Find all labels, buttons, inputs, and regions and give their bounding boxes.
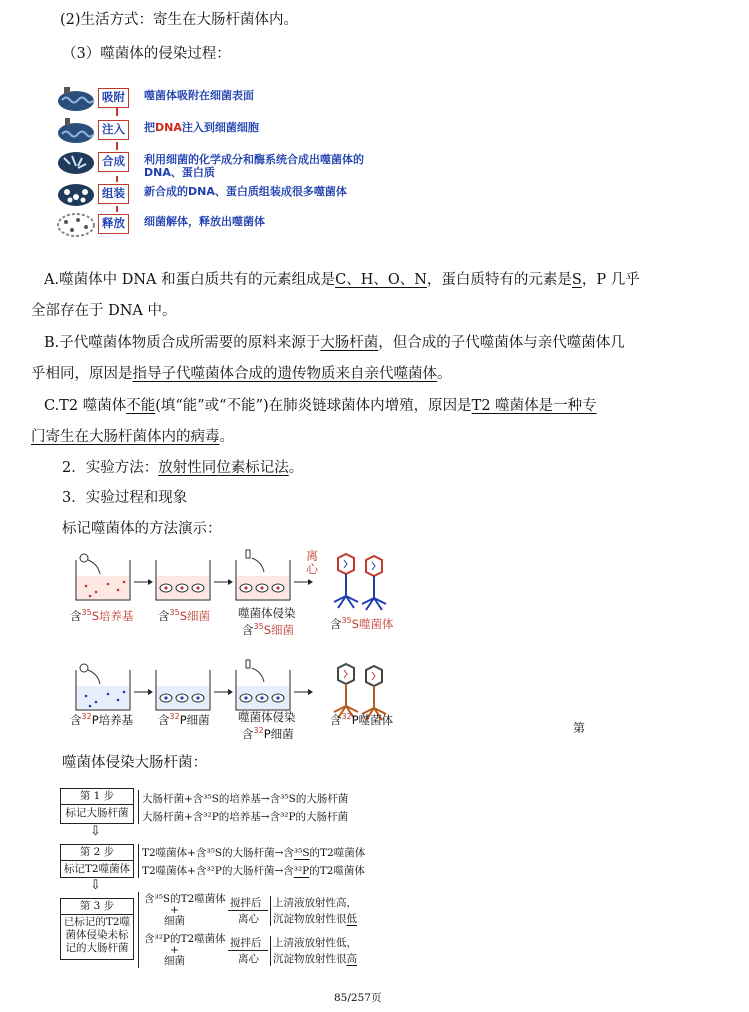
result2-line2: 沉淀物放射性很高 bbox=[273, 953, 357, 965]
infection-sub-label: 含$^{32}$P细菌 bbox=[242, 726, 294, 741]
step2-body: 标记T2噬菌体 bbox=[63, 863, 131, 875]
step-description: 细菌解体，释放出噬菌体 bbox=[144, 215, 265, 228]
step1-body: 标记大肠杆菌 bbox=[65, 807, 129, 819]
bacterium-icon bbox=[56, 150, 96, 176]
step2-line2: T2噬菌体+含³²P的大肠杆菌→含³²P的T2噬菌体 bbox=[142, 865, 365, 877]
paragraph-c-line2: 门寄生在大肠杆菌体内的病毒。 bbox=[31, 429, 234, 445]
infection-sub-label: 含$^{35}$S细菌 bbox=[242, 622, 294, 637]
step3a-top: 含³⁵S的T2噬菌体 bbox=[144, 893, 226, 905]
paragraph-b-line2: 乎相同，原因是指导子代噬菌体合成的遗传物质来自亲代噬菌体。 bbox=[31, 366, 452, 382]
paragraph-a-line1: A.噬菌体中 DNA 和蛋白质共有的元素组成是C、H、O、N，蛋白质特有的元素是S，P 几乎 bbox=[44, 272, 640, 288]
centrifuge-label: 离心 bbox=[238, 953, 259, 965]
bacteria-label: 含$^{35}$S细菌 bbox=[158, 608, 210, 623]
step1-header: 第 1 步 bbox=[61, 789, 133, 805]
labeling-method-diagram bbox=[60, 548, 400, 744]
infection-label: 噬菌体侵染 bbox=[238, 710, 296, 724]
infection-step-inject bbox=[56, 118, 368, 144]
infect-title: 噬菌体侵染大肠杆菌： bbox=[62, 755, 207, 771]
step3a-plus: + bbox=[170, 904, 179, 916]
paragraph-a-line2: 全部存在于 DNA 中。 bbox=[31, 303, 177, 319]
arrow-down-icon: ⇩ bbox=[90, 878, 101, 893]
step3a-bottom: 细菌 bbox=[164, 915, 185, 927]
step3b-top: 含³²P的T2噬菌体 bbox=[144, 933, 226, 945]
step-label: 吸附 bbox=[98, 88, 129, 108]
step3-header: 第 3 步 bbox=[61, 899, 133, 915]
step1-line1: 大肠杆菌+含³⁵S的培养基→含³⁵S的大肠杆菌 bbox=[142, 793, 349, 805]
step-label: 注入 bbox=[98, 120, 129, 140]
bacterium-icon bbox=[56, 182, 96, 208]
step3b-bottom: 细菌 bbox=[164, 955, 185, 967]
phage-label: 含$^{35}$S噬菌体 bbox=[330, 616, 394, 631]
step-description: 利用细菌的化学成分和酶系统合成出噬菌体的DNA、蛋白质 bbox=[144, 153, 364, 179]
side-character: 第 bbox=[573, 721, 586, 735]
bacterium-icon bbox=[56, 118, 96, 144]
burst-bacterium-icon bbox=[56, 212, 96, 238]
result1-line1: 上清液放射性高， bbox=[273, 897, 357, 909]
step3b-plus: + bbox=[170, 944, 179, 956]
paragraph-b-line1: B.子代噬菌体物质合成所需要的原料来源于大肠杆菌，但合成的子代噬菌体与亲代噬菌体几 bbox=[44, 335, 625, 351]
step-label: 合成 bbox=[98, 152, 129, 172]
infection-process-diagram bbox=[56, 82, 368, 240]
centrifuge-label: 离心 bbox=[238, 913, 259, 925]
step3-body: 已标记的T2噬菌体侵染未标记的大肠杆菌 bbox=[63, 916, 131, 954]
step-label: 组装 bbox=[98, 184, 129, 204]
infection-step-assemble bbox=[56, 182, 368, 208]
arrow-down-icon: ⇩ bbox=[90, 824, 101, 839]
page-number: 85/257页 bbox=[334, 992, 382, 1004]
medium-label: 含$^{32}$P培养基 bbox=[70, 712, 134, 727]
section-3-text: （3）噬菌体的侵染过程： bbox=[62, 46, 231, 62]
method-text: 2．实验方法：放射性同位素标记法。 bbox=[62, 460, 304, 476]
paragraph-c-line1: C.T2 噬菌体不能(填“能”或“不能”)在肺炎链球菌体内增殖，原因是T2 噬菌体是一种专 bbox=[44, 398, 597, 414]
phage-label: 含$^{32}$P噬菌体 bbox=[330, 712, 394, 727]
label-demo-title: 标记噬菌体的方法演示： bbox=[62, 521, 222, 537]
step-description: 噬菌体吸附在细菌表面 bbox=[144, 89, 254, 102]
step1-box bbox=[60, 788, 134, 824]
section-2-text: (2)生活方式：寄生在大肠杆菌体内。 bbox=[60, 12, 299, 28]
infection-flowchart bbox=[60, 788, 400, 978]
step2-header: 第 2 步 bbox=[61, 845, 133, 861]
step-label: 释放 bbox=[98, 214, 129, 234]
bacterium-icon bbox=[56, 86, 96, 112]
medium-label: 含$^{35}$S培养基 bbox=[70, 608, 134, 623]
process-title: 3．实验过程和现象 bbox=[62, 490, 188, 506]
step3-box bbox=[60, 898, 134, 960]
step1-line2: 大肠杆菌+含³²P的培养基→含³²P的大肠杆菌 bbox=[142, 811, 349, 823]
step2-line1: T2噬菌体+含³⁵S的大肠杆菌→含³⁵S的T2噬菌体 bbox=[142, 847, 366, 859]
infection-label: 噬菌体侵染 bbox=[238, 606, 296, 620]
bacteria-label: 含$^{32}$P细菌 bbox=[158, 712, 210, 727]
step-description: 新合成的DNA、蛋白质组装成很多噬菌体 bbox=[144, 185, 347, 198]
stir-label: 搅拌后 bbox=[230, 897, 262, 909]
result2-line1: 上清液放射性低， bbox=[273, 937, 357, 949]
centrifuge-label: 离心 bbox=[306, 549, 319, 576]
step2-box bbox=[60, 844, 134, 878]
step-description: 把DNA注入到细菌细胞 bbox=[144, 121, 259, 134]
result1-line2: 沉淀物放射性很低 bbox=[273, 913, 357, 925]
infection-step-release bbox=[56, 212, 368, 238]
infection-step-adsorb bbox=[56, 86, 368, 112]
infection-step-synthesize bbox=[56, 150, 368, 179]
stir-label: 搅拌后 bbox=[230, 937, 262, 949]
